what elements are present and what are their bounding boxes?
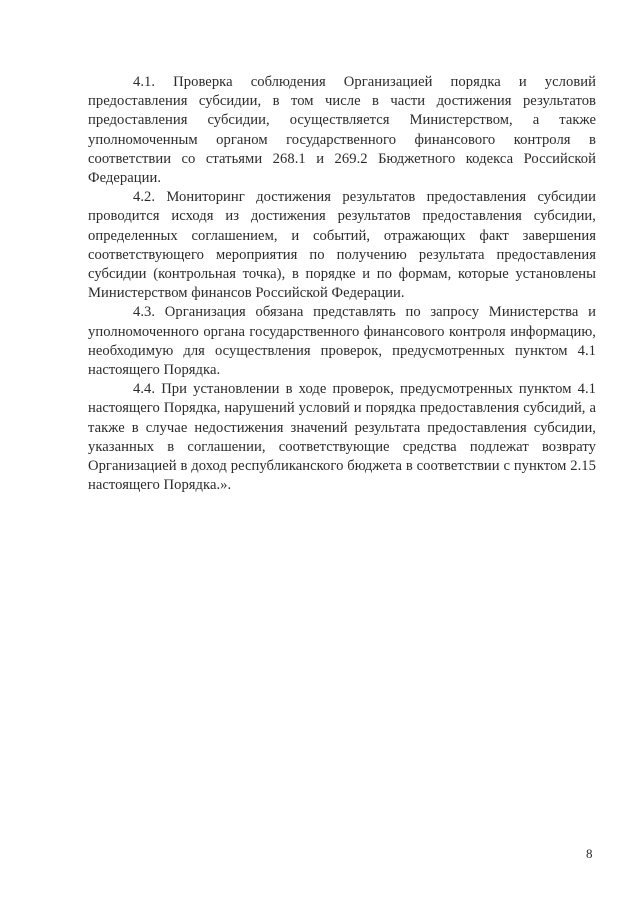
paragraph-4-1: 4.1. Проверка соблюдения Организацией порядка и условий предоставления субсидии, в том числе в части достижения результатов предоставления субсидии, осуществляется Министерством, а также уполномоченным органом государственного финансового контроля в соответствии со статьями 268.1 и 269.2 Бюджетного кодекса Российской Федерации. [88,74,596,187]
document-body [88,73,596,495]
paragraph-4-4: 4.4. При установлении в ходе проверок, предусмотренных пунктом 4.1 настоящего Порядка, нарушений условий и порядка предоставления субсидий, а также в случае недостижения значений результата предоставления субсидии, указанных в соглашении, соответствующие средства подлежат возврату Организацией в доход республиканского бюджета в соответствии с пунктом 2.15 настоящего Порядка.». [88,381,596,494]
paragraph-4-3: 4.3. Организация обязана представлять по запросу Министерства и уполномоченного органа государственного финансового контроля информацию, необходимую для осуществления проверок, предусмотренных пунктом 4.1 настоящего Порядка. [88,304,596,379]
paragraph-4-2: 4.2. Мониторинг достижения результатов предоставления субсидии проводится исходя из достижения результатов предоставления субсидии, определенных соглашением, и событий, отражающих факт завершения соответствующего мероприятия по получению результата предоставления субсидии (контрольная точка), в порядке и по формам, которые установлены Министерством финансов Российской Федерации. [88,189,596,302]
page-number: 8 [586,846,593,861]
